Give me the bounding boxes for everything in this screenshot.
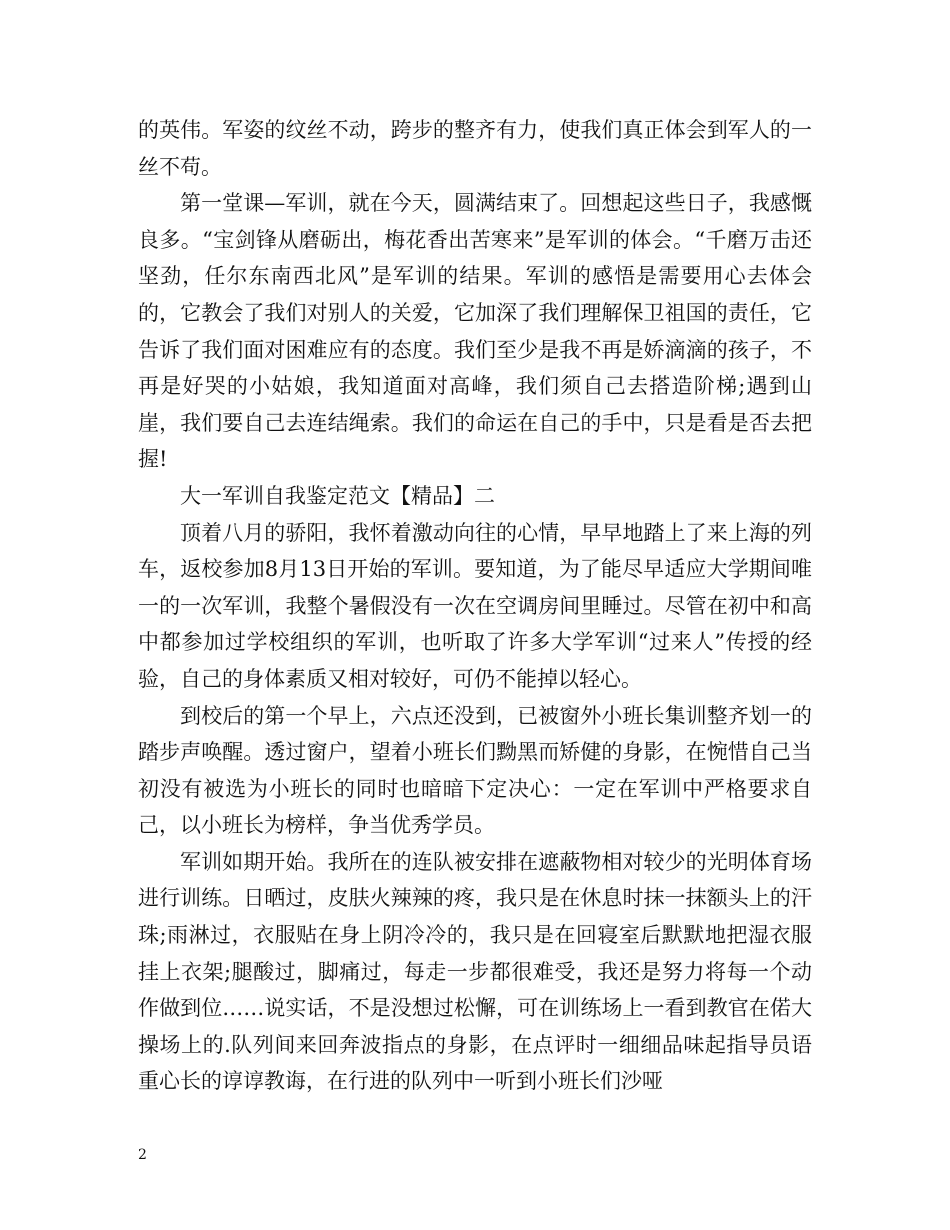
paragraph-3: 顶着八月的骄阳，我怀着激动向往的心情，早早地踏上了来上海的列车，返校参加8月13日开始的军训。要知道，为了能尽早适应大学期间唯一的一次军训，我整个暑假没有一次在空调房间里睡过。尽管在初中和高中都参加过学校组织的军训，也听取了许多大学军训“过来人”传授的经验，自己的身体素质又相对较好，可仍不能掉以轻心。 (138, 520, 812, 691)
paragraph-4: 到校后的第一个早上，六点还没到，已被窗外小班长集训整齐划一的踏步声唤醒。透过窗户，望着小班长们黝黑而矫健的身影，在惋惜自己当初没有被选为小班长的同时也暗暗下定决心：一定在军训中严格要求自己，以小班长为榜样，争当优秀学员。 (138, 703, 812, 838)
page-number: 2 (138, 1147, 147, 1163)
paragraph-2: 第一堂课—军训，就在今天，圆满结束了。回想起这些日子，我感慨良多。“宝剑锋从磨砺出，梅花香出苦寒来”是军训的体会。“千磨万击还坚劲，任尔东南西北风”是军训的结果。军训的感悟是需要用心去体会的，它教会了我们对别人的关爱，它加深了我们理解保卫祖国的责任，它告诉了我们面对困难应有的态度。我们至少是我不再是娇滴滴的孩子，不再是好哭的小姑娘，我知道面对高峰，我们须自己去搭造阶梯;遇到山崖，我们要自己去连结绳索。我们的命运在自己的手中，只是看是否去把握! (138, 191, 812, 472)
paragraph-5: 军训如期开始。我所在的连队被安排在遮蔽物相对较少的光明体育场进行训练。日晒过，皮肤火辣辣的疼，我只是在休息时抹一抹额头上的汗珠;雨淋过，衣服贴在身上阴冷冷的，我只是在回寝室后默默地把湿衣服挂上衣架;腿酸过，脚痛过，每走一步都很难受，我还是努力将每一个动作做到位……说实话，不是没想过松懈，可在训练场上一看到教官在偌大操场上的.队列间来回奔波指点的身影，在点评时一细细品味起指导员语重心长的谆谆教诲，在行进的队列中一听到小班长们沙哑 (138, 849, 812, 1094)
paragraph-1: 的英伟。军姿的纹丝不动，跨步的整齐有力，使我们真正体会到军人的一丝不苟。 (138, 118, 812, 179)
section-heading: 大一军训自我鉴定范文【精品】二 (180, 483, 495, 508)
document-body (138, 112, 812, 1100)
